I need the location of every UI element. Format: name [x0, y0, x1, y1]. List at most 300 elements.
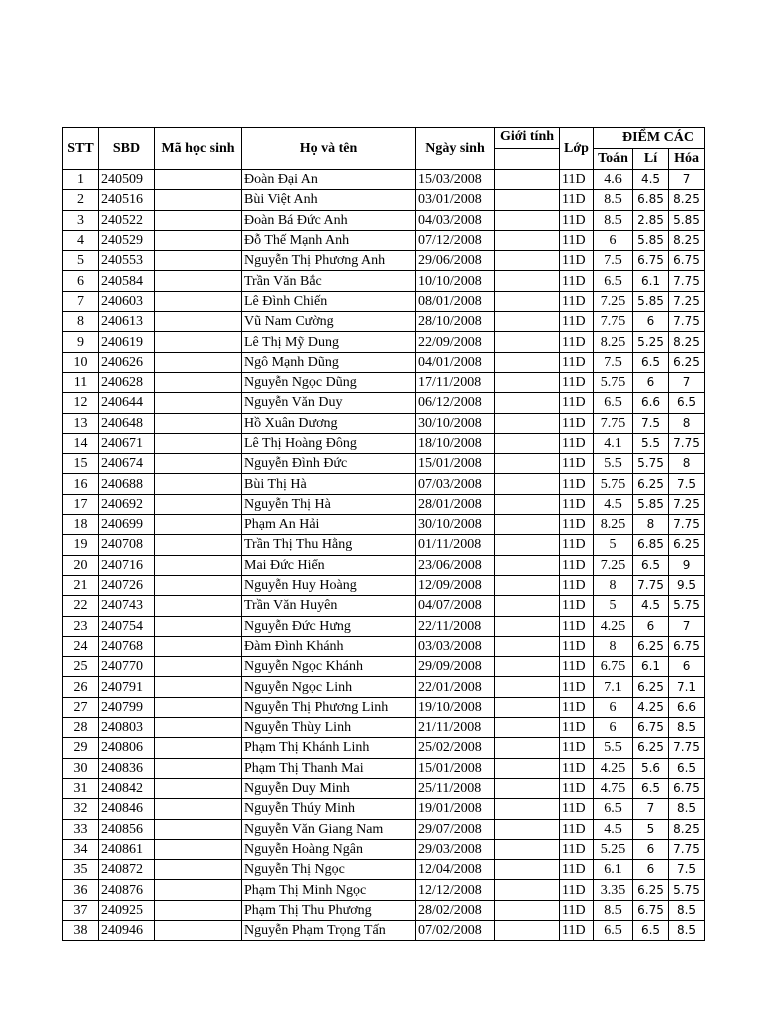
cell-hoa: 7.75 — [669, 515, 705, 535]
header-li: Lí — [633, 149, 669, 170]
cell-li: 6.75 — [633, 900, 669, 920]
table-row — [63, 900, 705, 920]
cell-sbd: 240603 — [99, 291, 155, 311]
cell-toan: 6.1 — [594, 860, 633, 880]
cell-li: 7.75 — [633, 575, 669, 595]
cell-toan: 8.5 — [594, 900, 633, 920]
cell-li: 4.5 — [633, 596, 669, 616]
cell-toan: 5.5 — [594, 454, 633, 474]
cell-toan: 8.5 — [594, 210, 633, 230]
table-row — [63, 271, 705, 291]
cell-ngay-sinh: 08/01/2008 — [416, 291, 495, 311]
cell-li: 6.5 — [633, 920, 669, 940]
cell-stt: 4 — [63, 230, 99, 250]
table-row — [63, 636, 705, 656]
cell-ma-hoc-sinh — [155, 758, 242, 778]
cell-li: 5.85 — [633, 291, 669, 311]
cell-gioi-tinh — [495, 575, 560, 595]
cell-ma-hoc-sinh — [155, 738, 242, 758]
cell-lop: 11D — [560, 494, 594, 514]
cell-ngay-sinh: 04/07/2008 — [416, 596, 495, 616]
cell-stt: 28 — [63, 718, 99, 738]
table-row — [63, 332, 705, 352]
cell-ngay-sinh: 21/11/2008 — [416, 718, 495, 738]
cell-gioi-tinh — [495, 778, 560, 798]
cell-hoa: 7.25 — [669, 494, 705, 514]
cell-gioi-tinh — [495, 920, 560, 940]
cell-gioi-tinh — [495, 839, 560, 859]
cell-sbd: 240846 — [99, 799, 155, 819]
cell-sbd: 240925 — [99, 900, 155, 920]
cell-li: 6 — [633, 860, 669, 880]
cell-gioi-tinh — [495, 616, 560, 636]
cell-hoa: 7.25 — [669, 291, 705, 311]
cell-hoa: 5.85 — [669, 210, 705, 230]
cell-sbd: 240768 — [99, 636, 155, 656]
cell-stt: 31 — [63, 778, 99, 798]
cell-hoa: 8.5 — [669, 718, 705, 738]
cell-ma-hoc-sinh — [155, 677, 242, 697]
cell-toan: 7.75 — [594, 413, 633, 433]
table-row — [63, 454, 705, 474]
cell-toan: 6.5 — [594, 920, 633, 940]
cell-hoa: 9 — [669, 555, 705, 575]
cell-ngay-sinh: 15/01/2008 — [416, 758, 495, 778]
cell-ngay-sinh: 06/12/2008 — [416, 393, 495, 413]
cell-sbd: 240671 — [99, 433, 155, 453]
cell-sbd: 240799 — [99, 697, 155, 717]
cell-hoa: 7.1 — [669, 677, 705, 697]
table-row — [63, 535, 705, 555]
cell-ma-hoc-sinh — [155, 312, 242, 332]
cell-ho-ten: Đỗ Thế Mạnh Anh — [242, 230, 416, 250]
cell-toan: 7.75 — [594, 312, 633, 332]
cell-hoa: 6.75 — [669, 636, 705, 656]
cell-toan: 8 — [594, 575, 633, 595]
cell-sbd: 240674 — [99, 454, 155, 474]
cell-sbd: 240876 — [99, 880, 155, 900]
cell-toan: 4.25 — [594, 616, 633, 636]
cell-li: 4.25 — [633, 697, 669, 717]
cell-li: 6.25 — [633, 474, 669, 494]
cell-li: 6.1 — [633, 657, 669, 677]
table-row — [63, 393, 705, 413]
cell-gioi-tinh — [495, 210, 560, 230]
cell-gioi-tinh — [495, 860, 560, 880]
cell-sbd: 240522 — [99, 210, 155, 230]
cell-ho-ten: Phạm An Hải — [242, 515, 416, 535]
cell-ho-ten: Nguyễn Văn Giang Nam — [242, 819, 416, 839]
header-sbd: SBD — [99, 128, 155, 170]
cell-lop: 11D — [560, 555, 594, 575]
cell-toan: 5 — [594, 596, 633, 616]
cell-ho-ten: Nguyễn Thị Hà — [242, 494, 416, 514]
cell-gioi-tinh — [495, 738, 560, 758]
cell-hoa: 7 — [669, 616, 705, 636]
cell-gioi-tinh — [495, 799, 560, 819]
cell-ho-ten: Trần Văn Huyên — [242, 596, 416, 616]
cell-ngay-sinh: 25/11/2008 — [416, 778, 495, 798]
cell-lop: 11D — [560, 697, 594, 717]
table-row — [63, 352, 705, 372]
header-ma-hoc-sinh: Mã học sinh — [155, 128, 242, 170]
cell-sbd: 240688 — [99, 474, 155, 494]
cell-ho-ten: Nguyễn Thùy Linh — [242, 718, 416, 738]
cell-sbd: 240553 — [99, 251, 155, 271]
cell-lop: 11D — [560, 677, 594, 697]
table-row — [63, 555, 705, 575]
table-row — [63, 920, 705, 940]
cell-stt: 15 — [63, 454, 99, 474]
cell-gioi-tinh — [495, 596, 560, 616]
cell-toan: 7.5 — [594, 251, 633, 271]
cell-ma-hoc-sinh — [155, 880, 242, 900]
cell-ho-ten: Nguyễn Phạm Trọng Tấn — [242, 920, 416, 940]
cell-ma-hoc-sinh — [155, 271, 242, 291]
header-gioi-tinh-blank — [495, 149, 560, 170]
cell-ma-hoc-sinh — [155, 920, 242, 940]
cell-toan: 8.25 — [594, 332, 633, 352]
grade-table — [62, 127, 705, 941]
cell-li: 5.85 — [633, 494, 669, 514]
cell-stt: 36 — [63, 880, 99, 900]
cell-ngay-sinh: 29/09/2008 — [416, 657, 495, 677]
cell-hoa: 8 — [669, 413, 705, 433]
cell-gioi-tinh — [495, 433, 560, 453]
cell-sbd: 240619 — [99, 332, 155, 352]
cell-hoa: 8.5 — [669, 920, 705, 940]
cell-stt: 20 — [63, 555, 99, 575]
cell-gioi-tinh — [495, 474, 560, 494]
cell-stt: 6 — [63, 271, 99, 291]
cell-sbd: 240516 — [99, 190, 155, 210]
table-row — [63, 312, 705, 332]
cell-ngay-sinh: 28/01/2008 — [416, 494, 495, 514]
cell-lop: 11D — [560, 839, 594, 859]
cell-ngay-sinh: 19/10/2008 — [416, 697, 495, 717]
table-row — [63, 251, 705, 271]
cell-ho-ten: Nguyễn Thị Phương Linh — [242, 697, 416, 717]
table-row — [63, 758, 705, 778]
cell-ma-hoc-sinh — [155, 494, 242, 514]
cell-stt: 34 — [63, 839, 99, 859]
cell-sbd: 240692 — [99, 494, 155, 514]
cell-ma-hoc-sinh — [155, 291, 242, 311]
cell-toan: 6 — [594, 697, 633, 717]
cell-ngay-sinh: 15/03/2008 — [416, 170, 495, 190]
cell-stt: 29 — [63, 738, 99, 758]
header-lop: Lớp — [560, 128, 594, 170]
cell-ma-hoc-sinh — [155, 860, 242, 880]
cell-hoa: 7.5 — [669, 860, 705, 880]
cell-lop: 11D — [560, 657, 594, 677]
cell-ngay-sinh: 07/12/2008 — [416, 230, 495, 250]
cell-toan: 4.6 — [594, 170, 633, 190]
cell-hoa: 6.25 — [669, 535, 705, 555]
cell-lop: 11D — [560, 860, 594, 880]
cell-lop: 11D — [560, 758, 594, 778]
cell-li: 6.5 — [633, 778, 669, 798]
cell-lop: 11D — [560, 332, 594, 352]
cell-ho-ten: Nguyễn Đình Đức — [242, 454, 416, 474]
cell-hoa: 7.75 — [669, 312, 705, 332]
cell-ngay-sinh: 03/03/2008 — [416, 636, 495, 656]
cell-sbd: 240946 — [99, 920, 155, 940]
cell-toan: 4.25 — [594, 758, 633, 778]
cell-stt: 12 — [63, 393, 99, 413]
cell-ngay-sinh: 22/01/2008 — [416, 677, 495, 697]
header-stt: STT — [63, 128, 99, 170]
cell-li: 4.5 — [633, 170, 669, 190]
cell-sbd: 240791 — [99, 677, 155, 697]
table-row — [63, 210, 705, 230]
cell-stt: 23 — [63, 616, 99, 636]
cell-li: 6.25 — [633, 880, 669, 900]
cell-gioi-tinh — [495, 352, 560, 372]
table-row — [63, 190, 705, 210]
table-row — [63, 697, 705, 717]
cell-stt: 2 — [63, 190, 99, 210]
cell-li: 6.75 — [633, 251, 669, 271]
cell-ma-hoc-sinh — [155, 170, 242, 190]
cell-ngay-sinh: 17/11/2008 — [416, 372, 495, 392]
cell-ma-hoc-sinh — [155, 799, 242, 819]
cell-ngay-sinh: 28/10/2008 — [416, 312, 495, 332]
cell-lop: 11D — [560, 880, 594, 900]
cell-li: 6.85 — [633, 190, 669, 210]
cell-lop: 11D — [560, 312, 594, 332]
cell-ngay-sinh: 03/01/2008 — [416, 190, 495, 210]
cell-toan: 6.75 — [594, 657, 633, 677]
cell-stt: 35 — [63, 860, 99, 880]
cell-ho-ten: Nguyễn Ngọc Khánh — [242, 657, 416, 677]
cell-sbd: 240628 — [99, 372, 155, 392]
cell-stt: 1 — [63, 170, 99, 190]
cell-ngay-sinh: 23/06/2008 — [416, 555, 495, 575]
cell-ngay-sinh: 07/03/2008 — [416, 474, 495, 494]
cell-lop: 11D — [560, 778, 594, 798]
cell-ma-hoc-sinh — [155, 819, 242, 839]
table-row — [63, 860, 705, 880]
cell-lop: 11D — [560, 575, 594, 595]
table-row — [63, 413, 705, 433]
header-gioi-tinh: Giới tính — [495, 128, 560, 149]
cell-gioi-tinh — [495, 291, 560, 311]
table-row — [63, 575, 705, 595]
table-row — [63, 778, 705, 798]
cell-hoa: 8.5 — [669, 799, 705, 819]
cell-lop: 11D — [560, 433, 594, 453]
cell-li: 7.5 — [633, 413, 669, 433]
cell-gioi-tinh — [495, 535, 560, 555]
cell-sbd: 240842 — [99, 778, 155, 798]
cell-ma-hoc-sinh — [155, 900, 242, 920]
cell-toan: 4.1 — [594, 433, 633, 453]
cell-ho-ten: Ngô Mạnh Dũng — [242, 352, 416, 372]
cell-hoa: 6.6 — [669, 697, 705, 717]
cell-sbd: 240806 — [99, 738, 155, 758]
cell-sbd: 240770 — [99, 657, 155, 677]
table-row — [63, 291, 705, 311]
cell-ngay-sinh: 19/01/2008 — [416, 799, 495, 819]
cell-ma-hoc-sinh — [155, 433, 242, 453]
cell-toan: 6.5 — [594, 393, 633, 413]
cell-stt: 5 — [63, 251, 99, 271]
cell-lop: 11D — [560, 170, 594, 190]
cell-lop: 11D — [560, 372, 594, 392]
cell-ho-ten: Trần Thị Thu Hằng — [242, 535, 416, 555]
cell-ho-ten: Nguyễn Thị Phương Anh — [242, 251, 416, 271]
cell-hoa: 8.5 — [669, 900, 705, 920]
cell-li: 6.75 — [633, 718, 669, 738]
cell-ngay-sinh: 30/10/2008 — [416, 515, 495, 535]
cell-stt: 30 — [63, 758, 99, 778]
cell-ngay-sinh: 18/10/2008 — [416, 433, 495, 453]
cell-ngay-sinh: 07/02/2008 — [416, 920, 495, 940]
cell-gioi-tinh — [495, 819, 560, 839]
table-row — [63, 596, 705, 616]
cell-ma-hoc-sinh — [155, 839, 242, 859]
header-hoa: Hóa — [669, 149, 705, 170]
cell-toan: 5 — [594, 535, 633, 555]
cell-toan: 6 — [594, 718, 633, 738]
cell-hoa: 8.25 — [669, 190, 705, 210]
table-row — [63, 230, 705, 250]
cell-hoa: 7.75 — [669, 839, 705, 859]
cell-li: 6.5 — [633, 352, 669, 372]
cell-li: 2.85 — [633, 210, 669, 230]
cell-li: 5.6 — [633, 758, 669, 778]
cell-gioi-tinh — [495, 393, 560, 413]
cell-lop: 11D — [560, 819, 594, 839]
header-toan: Toán — [594, 149, 633, 170]
cell-ho-ten: Nguyễn Ngọc Linh — [242, 677, 416, 697]
cell-hoa: 7.75 — [669, 271, 705, 291]
cell-ngay-sinh: 15/01/2008 — [416, 454, 495, 474]
cell-toan: 6.5 — [594, 271, 633, 291]
cell-ma-hoc-sinh — [155, 352, 242, 372]
table-row — [63, 616, 705, 636]
cell-li: 6 — [633, 312, 669, 332]
cell-ma-hoc-sinh — [155, 372, 242, 392]
cell-ho-ten: Đoàn Bá Đức Anh — [242, 210, 416, 230]
cell-ngay-sinh: 12/09/2008 — [416, 575, 495, 595]
cell-ho-ten: Lê Đình Chiến — [242, 291, 416, 311]
cell-ma-hoc-sinh — [155, 778, 242, 798]
cell-stt: 37 — [63, 900, 99, 920]
cell-hoa: 6 — [669, 657, 705, 677]
table-row — [63, 170, 705, 190]
cell-lop: 11D — [560, 636, 594, 656]
cell-ngay-sinh: 01/11/2008 — [416, 535, 495, 555]
cell-sbd: 240613 — [99, 312, 155, 332]
cell-gioi-tinh — [495, 718, 560, 738]
cell-toan: 4.5 — [594, 819, 633, 839]
cell-ho-ten: Nguyễn Duy Minh — [242, 778, 416, 798]
cell-toan: 7.1 — [594, 677, 633, 697]
table-row — [63, 657, 705, 677]
cell-stt: 11 — [63, 372, 99, 392]
cell-ma-hoc-sinh — [155, 393, 242, 413]
cell-gioi-tinh — [495, 555, 560, 575]
cell-stt: 3 — [63, 210, 99, 230]
cell-gioi-tinh — [495, 697, 560, 717]
cell-hoa: 6.5 — [669, 393, 705, 413]
cell-ho-ten: Phạm Thị Khánh Linh — [242, 738, 416, 758]
cell-ho-ten: Phạm Thị Thu Phương — [242, 900, 416, 920]
cell-gioi-tinh — [495, 494, 560, 514]
cell-lop: 11D — [560, 799, 594, 819]
cell-sbd: 240644 — [99, 393, 155, 413]
cell-toan: 3.35 — [594, 880, 633, 900]
cell-gioi-tinh — [495, 372, 560, 392]
table-row — [63, 718, 705, 738]
cell-lop: 11D — [560, 230, 594, 250]
cell-li: 6.5 — [633, 555, 669, 575]
cell-li: 6.85 — [633, 535, 669, 555]
cell-toan: 6.5 — [594, 799, 633, 819]
cell-sbd: 240754 — [99, 616, 155, 636]
cell-ma-hoc-sinh — [155, 251, 242, 271]
cell-ho-ten: Nguyễn Đức Hưng — [242, 616, 416, 636]
cell-lop: 11D — [560, 596, 594, 616]
cell-hoa: 7 — [669, 170, 705, 190]
cell-stt: 26 — [63, 677, 99, 697]
cell-stt: 16 — [63, 474, 99, 494]
header-ho-ten: Họ và tên — [242, 128, 416, 170]
cell-lop: 11D — [560, 515, 594, 535]
cell-stt: 22 — [63, 596, 99, 616]
cell-stt: 17 — [63, 494, 99, 514]
cell-ma-hoc-sinh — [155, 555, 242, 575]
cell-ma-hoc-sinh — [155, 413, 242, 433]
cell-ma-hoc-sinh — [155, 210, 242, 230]
cell-li: 6.1 — [633, 271, 669, 291]
cell-lop: 11D — [560, 352, 594, 372]
cell-stt: 14 — [63, 433, 99, 453]
cell-toan: 7.25 — [594, 555, 633, 575]
cell-ho-ten: Đàm Đình Khánh — [242, 636, 416, 656]
cell-lop: 11D — [560, 900, 594, 920]
cell-sbd: 240836 — [99, 758, 155, 778]
cell-ma-hoc-sinh — [155, 230, 242, 250]
cell-ho-ten: Nguyễn Hoàng Ngân — [242, 839, 416, 859]
cell-lop: 11D — [560, 271, 594, 291]
cell-hoa: 7 — [669, 372, 705, 392]
cell-li: 6.6 — [633, 393, 669, 413]
cell-ngay-sinh: 29/03/2008 — [416, 839, 495, 859]
cell-lop: 11D — [560, 291, 594, 311]
cell-stt: 32 — [63, 799, 99, 819]
cell-ho-ten: Đoàn Đại An — [242, 170, 416, 190]
cell-ma-hoc-sinh — [155, 636, 242, 656]
cell-stt: 25 — [63, 657, 99, 677]
cell-hoa: 6.75 — [669, 251, 705, 271]
table-row — [63, 372, 705, 392]
cell-ngay-sinh: 12/04/2008 — [416, 860, 495, 880]
cell-li: 5 — [633, 819, 669, 839]
cell-li: 5.25 — [633, 332, 669, 352]
cell-li: 6 — [633, 616, 669, 636]
cell-hoa: 5.75 — [669, 596, 705, 616]
cell-ngay-sinh: 22/09/2008 — [416, 332, 495, 352]
cell-gioi-tinh — [495, 677, 560, 697]
cell-lop: 11D — [560, 535, 594, 555]
header-diem-cac: ĐIỂM CÁC — [594, 128, 705, 149]
cell-lop: 11D — [560, 474, 594, 494]
cell-li: 5.75 — [633, 454, 669, 474]
cell-gioi-tinh — [495, 312, 560, 332]
